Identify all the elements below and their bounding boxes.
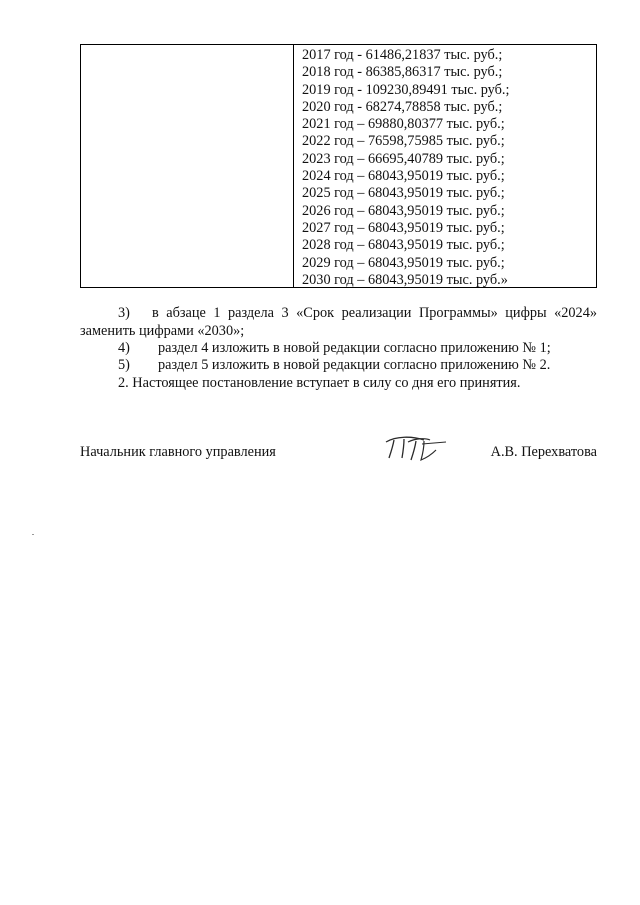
table-row: 2029 год – 68043,95019 тыс. руб.; bbox=[302, 254, 505, 271]
table-left-cell bbox=[81, 45, 294, 287]
item-5-paragraph bbox=[80, 357, 550, 375]
table-row: 2018 год - 86385,86317 тыс. руб.; bbox=[302, 64, 503, 81]
handwritten-signature bbox=[380, 432, 450, 466]
funding-table bbox=[80, 44, 597, 288]
item-4-paragraph bbox=[80, 340, 551, 358]
item-4-number: 4) bbox=[118, 340, 130, 356]
table-row: 2023 год – 66695,40789 тыс. руб.; bbox=[302, 150, 505, 167]
table-row: 2030 год – 68043,95019 тыс. руб.» bbox=[302, 271, 508, 288]
table-row: 2019 год - 109230,89491 тыс. руб.; bbox=[302, 81, 510, 98]
item-3-line-2: заменить цифрами «2030»; bbox=[80, 322, 245, 339]
item-3-paragraph bbox=[80, 305, 597, 340]
table-row: 2024 год – 68043,95019 тыс. руб.; bbox=[302, 168, 505, 185]
scan-speck bbox=[32, 534, 34, 535]
signature-block bbox=[80, 444, 597, 464]
table-row: 2017 год - 61486,21837 тыс. руб.; bbox=[302, 47, 503, 63]
item-4-text: раздел 4 изложить в новой редакции согласно приложению № 1; bbox=[158, 340, 551, 356]
item-3-line-1: в абзаце 1 раздела 3 «Срок реализации Программы» цифры «2024» bbox=[152, 305, 597, 321]
item-5-text: раздел 5 изложить в новой редакции согласно приложению № 2. bbox=[158, 357, 551, 373]
table-row: 2026 год – 68043,95019 тыс. руб.; bbox=[302, 202, 505, 219]
table-row: 2028 год – 68043,95019 тыс. руб.; bbox=[302, 237, 505, 254]
point-2-paragraph: 2. Настоящее постановление вступает в силу со дня его принятия. bbox=[118, 375, 521, 391]
table-row: 2021 год – 69880,80377 тыс. руб.; bbox=[302, 116, 505, 133]
item-5-number: 5) bbox=[118, 357, 130, 373]
table-row: 2025 год – 68043,95019 тыс. руб.; bbox=[302, 185, 505, 202]
table-row: 2020 год - 68274,78858 тыс. руб.; bbox=[302, 98, 503, 115]
table-right-cell bbox=[294, 45, 596, 287]
item-3-number: 3) bbox=[118, 305, 130, 321]
signer-position: Начальник главного управления bbox=[80, 444, 276, 460]
table-row: 2022 год – 76598,75985 тыс. руб.; bbox=[302, 133, 505, 150]
table-row: 2027 год – 68043,95019 тыс. руб.; bbox=[302, 219, 505, 236]
signer-name: А.В. Перехватова bbox=[490, 444, 597, 460]
